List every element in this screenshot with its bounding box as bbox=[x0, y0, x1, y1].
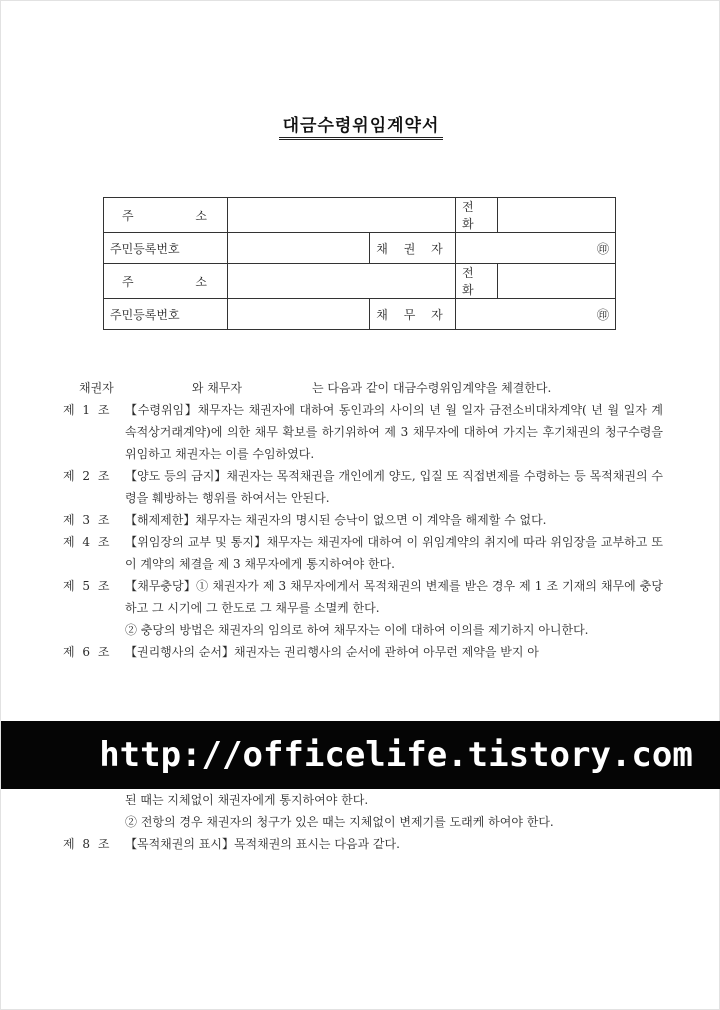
article-text: 【해제제한】채무자는 채권자의 명시된 승낙이 없으면 이 계약을 해제할 수 없다. bbox=[125, 513, 547, 527]
document-title: 대금수령위임계약서 bbox=[279, 111, 444, 140]
table-row bbox=[104, 198, 616, 233]
article-number: 제 4 조 bbox=[63, 535, 112, 549]
intro-debtor: 와 채무자 bbox=[191, 381, 242, 395]
intro-creditor: 채권자 bbox=[79, 381, 114, 395]
article-text: 【양도 등의 금지】채권자는 목적채권을 개인에게 양도, 입질 또 직접변제를 수령하는 등 목적채권의 수령을 훼방하는 행위를 하여서는 안된다. bbox=[125, 469, 663, 505]
article-text: 【채무충당】① 채권자가 제 3 채무자에게서 목적채권의 변제를 받은 경우 제 1 조 기재의 채무에 충당하고 그 시기에 그 한도로 그 채무를 소멸케 한다. bbox=[125, 579, 663, 615]
article-5 bbox=[63, 575, 663, 619]
address-label-cell bbox=[104, 264, 228, 299]
table-row bbox=[104, 299, 616, 330]
address-label-b: 소 bbox=[195, 208, 207, 223]
debtor-seal-field bbox=[456, 299, 616, 330]
article-6 bbox=[63, 641, 663, 663]
debtor-address-field bbox=[228, 264, 456, 299]
article-text: 【위임장의 교부 및 통지】채무자는 채권자에 대하여 이 위임계약의 취지에 따라 위임장을 교부하고 또 이 계약의 체결을 제 3 채무자에게 통지하여야 한다. bbox=[125, 535, 663, 571]
resident-no-label: 주민등록번호 bbox=[104, 233, 228, 264]
article-8 bbox=[63, 833, 663, 855]
intro-line bbox=[63, 377, 663, 399]
resident-no-label: 주민등록번호 bbox=[104, 299, 228, 330]
phone-label-cell: 전 화 bbox=[456, 198, 498, 233]
document-title-wrap bbox=[1, 111, 720, 140]
article-number: 제 3 조 bbox=[63, 513, 112, 527]
creditor-label: 채 권 자 bbox=[370, 233, 456, 264]
continued-line: ② 전항의 경우 채권자의 청구가 있은 때는 지체없이 변제기를 도래케 하여야 한다. bbox=[125, 815, 554, 829]
article-number: 제 1 조 bbox=[63, 403, 112, 417]
article-number: 제 5 조 bbox=[63, 579, 112, 593]
article-number: 제 2 조 bbox=[63, 469, 112, 483]
article-5-clause-2: ② 충당의 방법은 채권자의 임의로 하여 채무자는 이에 대하여 이의를 제기하지 아니한다. bbox=[125, 623, 589, 637]
article-text: 【수령위임】채무자는 채권자에 대하여 동인과의 사이의 년 월 일자 금전소비대차계약( 년 월 일자 계속적상거래계약)에 의한 채무 확보를 하기위하여 제 3 채무자에 대하여 가지는 후기채권의 청구수령을 위임하고 채권자는 이를 수임하였다. bbox=[125, 403, 663, 461]
article-4 bbox=[63, 531, 663, 575]
phone-label-cell: 전 화 bbox=[456, 264, 498, 299]
article-number: 제 8 조 bbox=[63, 837, 112, 851]
article-number: 제 6 조 bbox=[63, 645, 112, 659]
creditor-phone-field bbox=[498, 198, 616, 233]
seal-mark: ㊞ bbox=[596, 241, 609, 256]
debtor-phone-field bbox=[498, 264, 616, 299]
article-text: 【목적채권의 표시】목적채권의 표시는 다음과 같다. bbox=[125, 837, 400, 851]
continued-line: 된 때는 지체없이 채권자에게 통지하여야 한다. bbox=[125, 793, 369, 807]
table-row bbox=[104, 264, 616, 299]
watermark-url: http://officelife.tistory.com bbox=[99, 735, 693, 775]
seal-mark: ㊞ bbox=[596, 307, 609, 322]
table-row bbox=[104, 233, 616, 264]
contract-body-continued bbox=[63, 789, 663, 855]
article-2 bbox=[63, 465, 663, 509]
article-3 bbox=[63, 509, 663, 531]
creditor-resident-no-field bbox=[228, 233, 370, 264]
intro-statement: 는 다음과 같이 대금수령위임계약을 체결한다. bbox=[311, 381, 552, 395]
article-text: 【권리행사의 순서】채권자는 권리행사의 순서에 관하여 아무런 제약을 받지 아 bbox=[125, 645, 539, 659]
creditor-address-field bbox=[228, 198, 456, 233]
debtor-resident-no-field bbox=[228, 299, 370, 330]
contract-body bbox=[63, 377, 663, 663]
address-label-cell bbox=[104, 198, 228, 233]
creditor-seal-field bbox=[456, 233, 616, 264]
address-label-a: 주 bbox=[122, 274, 134, 289]
debtor-label: 채 무 자 bbox=[370, 299, 456, 330]
watermark-banner bbox=[1, 721, 720, 789]
address-label-b: 소 bbox=[195, 274, 207, 289]
address-label-a: 주 bbox=[122, 208, 134, 223]
parties-table bbox=[103, 197, 616, 330]
article-1 bbox=[63, 399, 663, 465]
